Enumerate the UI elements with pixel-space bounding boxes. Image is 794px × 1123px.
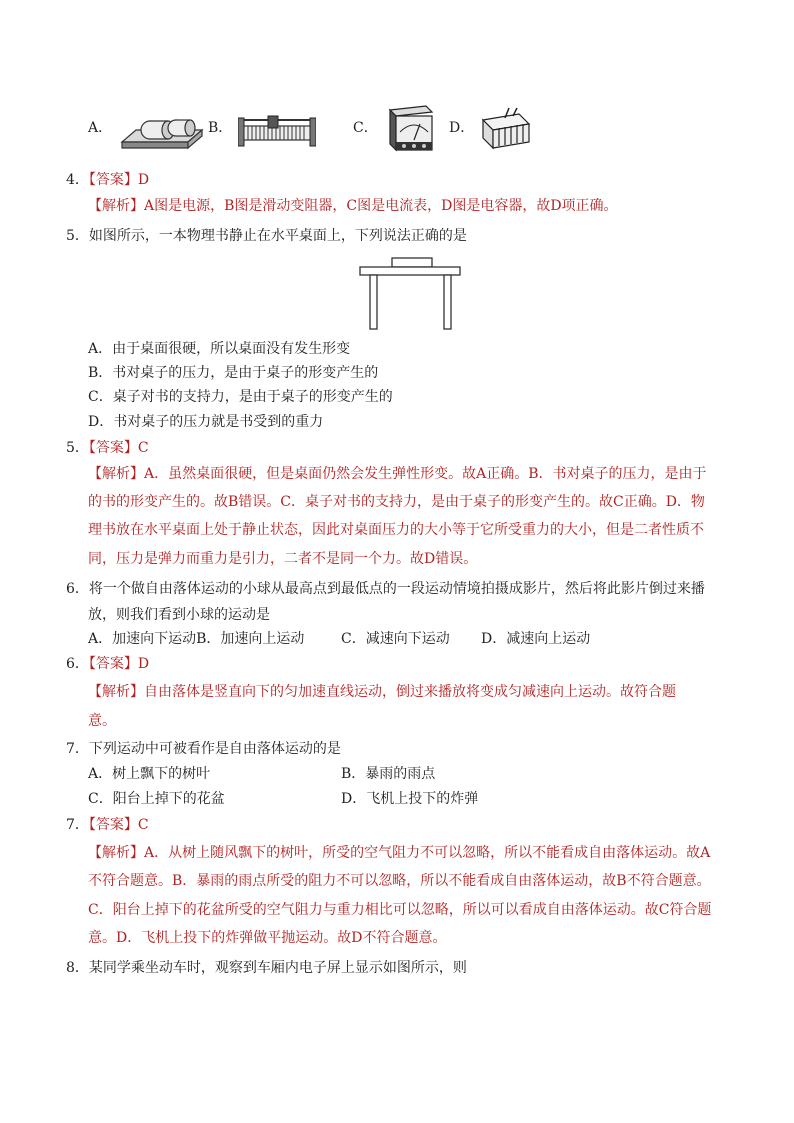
- q5-analysis-line-4: 同，压力是弹力而重力是引力，二者不是同一个力。故D错误。: [88, 551, 478, 567]
- q5-option-d: D．书对桌子的压力就是书受到的重力: [88, 414, 324, 430]
- q4-number: 4．: [66, 172, 89, 188]
- q7-analysis-line-1: [88, 843, 710, 863]
- q5-option-b: B．书对桌子的压力，是由于桌子的形变产生的: [88, 365, 379, 381]
- q4-analysis-text: A图是电源，B图是滑动变阻器，C图是电流表，D图是电容器，故D项正确。: [144, 198, 618, 214]
- q7-option-c: C．阳台上掉下的花盆: [88, 791, 225, 807]
- q4-analysis-line: [88, 196, 618, 216]
- q5-analysis-tag: 【解析】: [88, 466, 144, 482]
- q7-analysis-text-1: A．从树上随风飘下的树叶，所受的空气阻力不可以忽略，所以不能看成自由落体运动。故A: [144, 845, 711, 861]
- q7-answer-line: [66, 815, 149, 835]
- q8-stem: 8．某同学乘坐动车时，观察到车厢内电子屏上显示如图所示，则: [66, 960, 467, 976]
- q7-stem: 7．下列运动中可被看作是自由落体运动的是: [66, 741, 341, 757]
- q7-answer-tag: 【答案】: [88, 817, 138, 833]
- q5-option-a: A．由于桌面很硬，所以桌面没有发生形变: [88, 341, 351, 357]
- q7-option-a: A．树上飘下的树叶: [88, 766, 211, 782]
- q3-option-c-label: C．: [353, 120, 378, 136]
- table-with-book-image: [358, 254, 462, 332]
- q5-analysis-line-1: [88, 464, 707, 484]
- ammeter-image: [384, 104, 436, 154]
- q5-analysis-text-1: A．虽然桌面很硬，但是桌面仍然会发生弹性形变。故A正确。B．书对桌子的压力，是由于: [144, 466, 707, 482]
- battery-image: [118, 108, 204, 150]
- q6-analysis-line-2: 意。: [88, 713, 116, 729]
- q3-option-b-label: B．: [208, 120, 233, 136]
- q6-number: 6．: [66, 656, 89, 672]
- q5-stem: 5．如图所示，一本物理书静止在水平桌面上，下列说法正确的是: [66, 228, 467, 244]
- q7-answer-value: C: [137, 817, 149, 833]
- q3-option-d-label: D．: [449, 120, 475, 136]
- q6-analysis-tag: 【解析】: [88, 684, 144, 700]
- q7-analysis-tag: 【解析】: [88, 845, 144, 861]
- q5-analysis-line-3: 理书放在水平桌面上处于静止状态，因此对桌面压力的大小等于它所受重力的大小，但是二者性质不: [88, 522, 704, 538]
- q3-option-a-label: A．: [88, 120, 113, 136]
- q6-analysis-text-1: 自由落体是竖直向下的匀加速直线运动，倒过来播放将变成匀减速向上运动。故符合题: [144, 684, 676, 700]
- q6-stem-line-1: 6．将一个做自由落体运动的小球从最高点到最低点的一段运动情境拍摄成影片，然后将此影片倒过来播: [66, 581, 705, 597]
- q5-answer-line: [66, 438, 149, 458]
- q6-stem-line-2: 放，则我们看到小球的运动是: [88, 607, 270, 623]
- q6-answer-line: [66, 654, 149, 674]
- q4-analysis-tag: 【解析】: [88, 198, 144, 214]
- q6-option-d: D．减速向上运动: [481, 631, 591, 647]
- q5-option-c: C．桌子对书的支持力，是由于桌子的形变产生的: [88, 389, 393, 405]
- q6-option-ab: A．加速向下运动B．加速向上运动: [88, 631, 305, 647]
- q6-option-c: C．减速向下运动: [341, 631, 450, 647]
- q6-answer-value: D: [137, 656, 150, 672]
- q4-answer-line: [66, 170, 149, 190]
- q7-option-d: D．飞机上投下的炸弹: [341, 791, 479, 807]
- q7-option-b: B．暴雨的雨点: [341, 766, 436, 782]
- q5-answer-tag: 【答案】: [88, 440, 138, 456]
- q7-analysis-line-4: 意。D．飞机上投下的炸弹做平抛运动。故D不符合题意。: [88, 930, 447, 946]
- q5-answer-value: C: [137, 440, 149, 456]
- rheostat-image: [238, 110, 316, 150]
- q4-answer-tag: 【答案】: [88, 172, 138, 188]
- q7-analysis-line-3: C．阳台上掉下的花盆所受的空气阻力与重力相比可以忽略，所以可以看成自由落体运动。故C符合题: [88, 902, 712, 918]
- q5-analysis-line-2: 的书的形变产生的。故B错误。C．桌子对书的支持力，是由于桌子的形变产生的。故C正确。D．物: [88, 494, 705, 510]
- q4-answer-value: D: [137, 172, 150, 188]
- q6-answer-tag: 【答案】: [88, 656, 138, 672]
- q7-number: 7．: [66, 817, 89, 833]
- q6-analysis-line-1: [88, 682, 676, 702]
- capacitor-image: [479, 106, 533, 152]
- q7-analysis-line-2: 不符合题意。B．暴雨的雨点所受的阻力不可以忽略，所以不能看成自由落体运动，故B不符合题意。: [88, 873, 711, 889]
- q5-number: 5．: [66, 440, 89, 456]
